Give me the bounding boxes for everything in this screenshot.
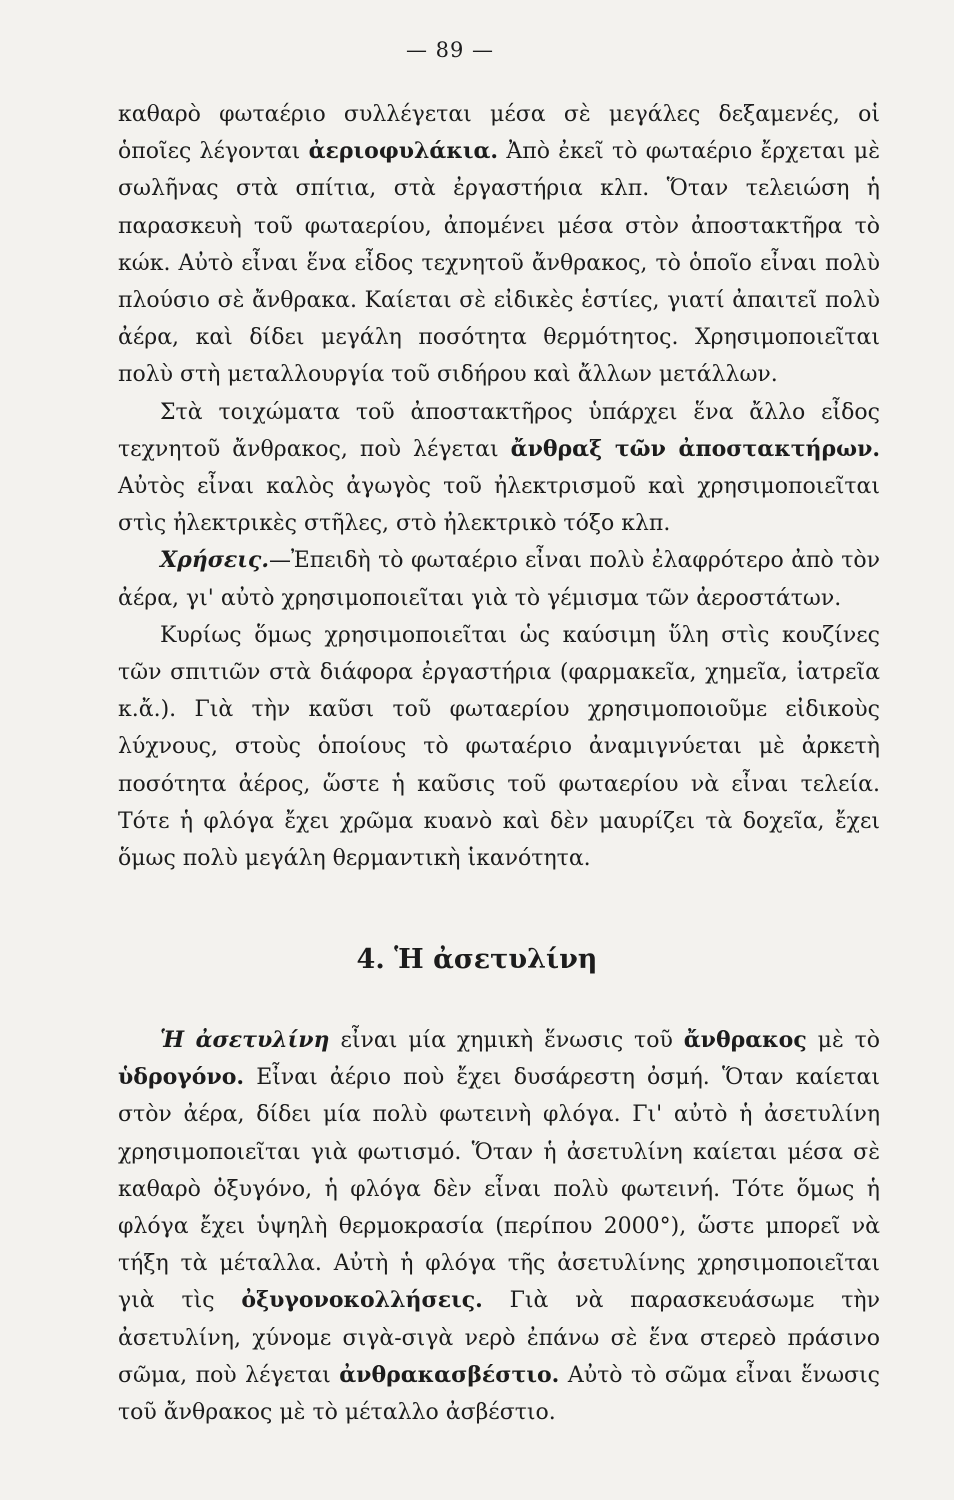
text-run: —Ἐπειδὴ τὸ φωταέριο εἶναι πολὺ ἐλαφρότερο ἀπὸ τὸν ἀέρα, γι' αὐτὸ χρησιμοποιεῖται γιὰ τὸ γέμισμα τῶν ἀεροστάτων. (118, 548, 880, 611)
run-in-label: Χρήσεις. (160, 547, 269, 574)
run-in-label: Ἡ ἀσετυλίνη (160, 1027, 330, 1053)
term-bold: ἀνθρακασβέστιο. (339, 1361, 560, 1388)
term-bold: ἀεριοφυλάκια. (308, 138, 499, 165)
section-acetylene-text (118, 1022, 880, 1431)
text-run: Αὐτὸς εἶναι καλὸς ἀγωγὸς τοῦ ἠλεκτρισμοῦ καὶ χρησιμοποιεῖται στὶς ἠλεκτρικὲς στῆλες, στὸ ἠλεκτρικὸ τόξο κλπ. (118, 474, 880, 537)
text-run: καθαρὸ φωταέριο συλλέγεται μέσα σὲ μεγάλες δεξαμενές, οἱ ὁποῖες λέγονται (118, 102, 880, 165)
term-bold: ὑδρογόνο. (118, 1064, 245, 1091)
text-run: Εἶναι ἀέριο ποὺ ἔχει δυσάρεστη ὀσμή. Ὅταν καίεται στὸν ἀέρα, δίδει μία πολὺ φωτεινὴ φλόγα. Γι' αὐτὸ ἡ ἀσετυλίνη χρησιμοποιεῖται γιὰ φωτισμό. Ὅταν ἡ ἀσετυλίνη καίεται μέσα σὲ καθαρὸ ὀξυγόνο, ἡ φλόγα δὲν εἶναι πολὺ φωτεινή. Τότε ὅμως ἡ φλόγα ἔχει ὑψηλὴ θερμοκρασία (περίπου 2000°), ὥστε μπορεῖ νὰ τήξη τὰ μέταλλα. Αὐτὴ ἡ φλόγα τῆς ἀσετυλίνης χρησιμοποιεῖται γιὰ τὶς (118, 1065, 881, 1314)
section-heading: 4. Ἡ ἀσετυλίνη (356, 944, 598, 975)
paragraph (118, 542, 880, 616)
section-coal-gas-text (118, 96, 880, 877)
paragraph (118, 96, 880, 394)
term-bold: ὀξυγονοκολλήσεις. (241, 1287, 483, 1314)
text-run: εἶναι μία χημικὴ ἕνωσις τοῦ (340, 1028, 673, 1053)
term-bold: ἄνθραξ τῶν ἀποστακτήρων. (510, 435, 881, 462)
text-run: μὲ τὸ (817, 1028, 881, 1053)
text-run: Γιὰ νὰ παρασκευάσωμε τὴν ἀσετυλίνη, χύνομε σιγὰ-σιγὰ νερὸ ἐπάνω σὲ ἕνα στερεὸ πράσινο σῶμα, ποὺ λέγεται (118, 1288, 880, 1388)
paragraph (118, 394, 880, 543)
paragraph (118, 1022, 880, 1431)
text-run: Ἀπὸ ἐκεῖ τὸ φωταέριο ἔρχεται μὲ σωλῆνας στὰ σπίτια, στὰ ἐργαστήρια κλπ. Ὅταν τελειώση ἡ παρασκευὴ τοῦ φωταερίου, ἀπομένει μέσα στὸν ἀποστακτῆρα τὸ κώκ. Αὐτὸ εἶναι ἕνα εἶδος τεχνητοῦ ἄνθρακος, τὸ ὁποῖο εἶναι πολὺ πλούσιο σὲ ἄνθρακα. Καίεται σὲ εἰδικὲς ἑστίες, γιατί ἀπαιτεῖ πολὺ ἀέρα, καὶ δίδει μεγάλη ποσότητα θερμότητος. Χρησιμοποιεῖται πολὺ στὴ μεταλλουργία τοῦ σιδήρου καὶ ἄλλων μετάλλων. (118, 139, 880, 388)
text-run: Κυρίως ὅμως χρησιμοποιεῖται ὡς καύσιμη ὕλη στὶς κουζίνες τῶν σπιτιῶν στὰ διάφορα ἐργαστήρια (φαρμακεῖα, χημεῖα, ἰατρεῖα κ.ἄ.). Γιὰ τὴν καῦσι τοῦ φωταερίου χρησιμοποιοῦμε εἰδικοὺς λύχνους, στοὺς ὁποίους τὸ φωταέριο ἀναμιγνύεται μὲ ἀρκετὴ ποσότητα ἀέρος, ὥστε ἡ καῦσις τοῦ φωταερίου νὰ εἶναι τελεία. Τότε ἡ φλόγα ἔχει χρῶμα κυανὸ καὶ δὲν μαυρίζει τὰ δοχεῖα, ἔχει ὅμως πολὺ μεγάλη θερμαντικὴ ἱκανότητα. (118, 622, 880, 872)
paragraph (118, 617, 880, 877)
page-number: — 89 — (405, 38, 495, 62)
text-run: Στὰ τοιχώματα τοῦ ἀποστακτῆρος ὑπάρχει ἕνα ἄλλο εἶδος τεχνητοῦ ἄνθρακος, ποὺ λέγεται (118, 399, 880, 462)
text-run: Αὐτὸ τὸ σῶμα εἶναι ἕνωσις τοῦ ἄνθρακος μὲ τὸ μέταλλο ἀσβέστιο. (118, 1362, 881, 1426)
term-bold: ἄνθρακος (683, 1027, 807, 1053)
